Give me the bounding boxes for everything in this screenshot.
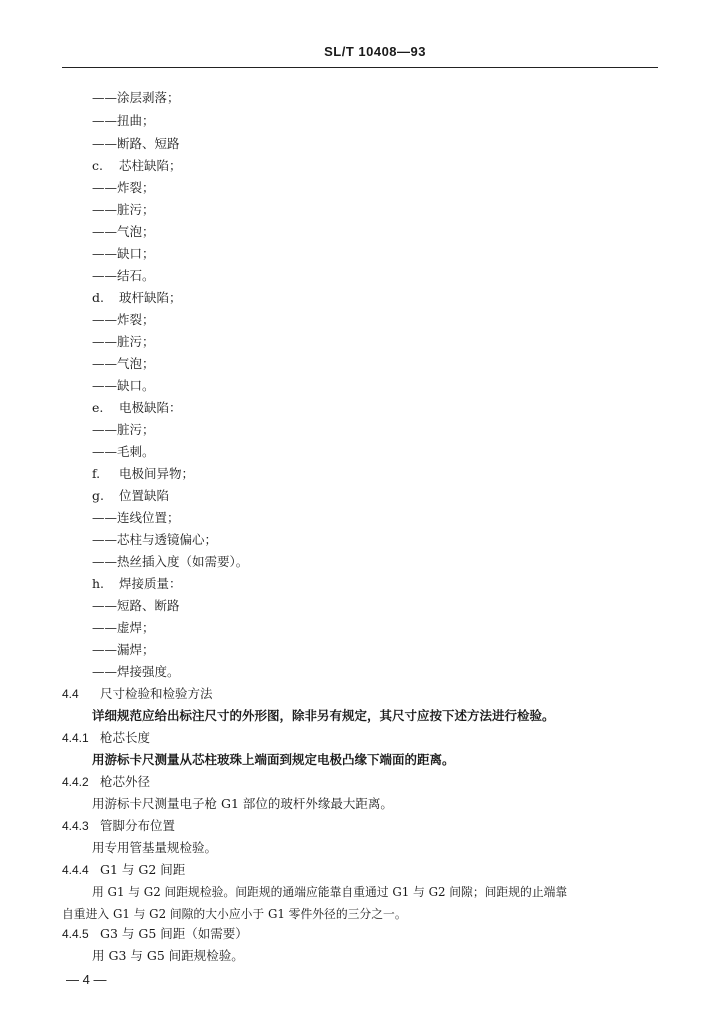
list-item: ——短路、断路: [92, 598, 180, 613]
subitem-title: 位置缺陷: [119, 488, 170, 503]
subitem-heading-h: [92, 576, 182, 592]
subitem-letter: d.: [92, 290, 104, 305]
section-heading-4-4-3: [62, 818, 175, 834]
list-item: ——虚焊；: [92, 620, 155, 635]
subitem-title: 芯柱缺陷；: [119, 158, 182, 173]
list-item: ——缺口。: [92, 378, 155, 393]
subitem-title: 玻杆缺陷；: [119, 290, 182, 305]
section-number: 4.4.3: [62, 819, 89, 833]
list-item: ——炸裂；: [92, 312, 155, 327]
list-item: ——脏污；: [92, 202, 155, 217]
standard-code: SL/T 10408—93: [324, 44, 426, 59]
subitem-letter: h.: [92, 576, 105, 591]
list-item: ——连线位置；: [92, 510, 180, 525]
page-number: — 4 —: [66, 972, 107, 987]
list-item: ——结石。: [92, 268, 155, 283]
section-heading-4-4-1: [62, 730, 150, 746]
list-item: ——漏焊；: [92, 642, 155, 657]
list-item: ——芯柱与透镜偏心；: [92, 532, 218, 547]
section-body: 详细规范应给出标注尺寸的外形图，除非另有规定，其尺寸应按下述方法进行检验。: [92, 708, 555, 723]
list-item: ——气泡；: [92, 224, 155, 239]
subitem-title: 电极间异物；: [119, 466, 195, 481]
subitem-title: 焊接质量：: [119, 576, 182, 591]
list-item: ——涂层剥落；: [92, 90, 180, 105]
section-title: G3 与 G5 间距（如需要）: [100, 926, 248, 941]
section-title: 枪芯长度: [100, 730, 151, 745]
section-number: 4.4: [62, 687, 79, 701]
section-heading-4-4-5: [62, 926, 248, 942]
list-item: ——脏污；: [92, 422, 155, 437]
subitem-title: 电极缺陷：: [119, 400, 182, 415]
subitem-letter: f.: [92, 466, 101, 481]
header-rule: [62, 67, 658, 68]
section-body: 自重进入 G1 与 G2 间隙的大小应小于 G1 零件外径的三分之一。: [62, 907, 407, 921]
section-body: 用专用管基量规检验。: [92, 840, 218, 855]
list-item: ——炸裂；: [92, 180, 155, 195]
subitem-heading-e: [92, 400, 182, 416]
list-item: ——热丝插入度（如需要）。: [92, 554, 249, 569]
subitem-letter: c.: [92, 158, 103, 173]
list-item: ——焊接强度。: [92, 664, 180, 679]
section-body: 用 G1 与 G2 间距规检验。间距规的通端应能靠自重通过 G1 与 G2 间隙；间距规的止端靠: [92, 885, 568, 899]
list-item: ——毛刺。: [92, 444, 155, 459]
subitem-letter: g.: [92, 488, 104, 503]
section-body: 用游标卡尺测量电子枪 G1 部位的玻杆外缘最大距离。: [92, 796, 393, 811]
list-item: ——扭曲；: [92, 113, 155, 128]
subitem-heading-g: [92, 488, 169, 504]
section-heading-4-4-4: [62, 862, 185, 878]
section-number: 4.4.5: [62, 927, 89, 941]
section-heading-4-4-2: [62, 774, 150, 790]
subitem-heading-c: [92, 158, 182, 174]
section-title: 管脚分布位置: [100, 818, 176, 833]
section-number: 4.4.1: [62, 731, 89, 745]
section-body: 用 G3 与 G5 间距规检验。: [92, 948, 244, 963]
list-item: ——脏污；: [92, 334, 155, 349]
list-item: ——气泡；: [92, 356, 155, 371]
list-item: ——断路、短路: [92, 136, 180, 151]
section-number: 4.4.2: [62, 775, 89, 789]
subitem-letter: e.: [92, 400, 104, 415]
section-title: 尺寸检验和检验方法: [100, 686, 213, 701]
section-title: 枪芯外径: [100, 774, 151, 789]
section-body: 用游标卡尺测量从芯柱玻珠上端面到规定电极凸缘下端面的距离。: [92, 752, 455, 767]
section-number: 4.4.4: [62, 863, 89, 877]
page-header: [62, 38, 658, 66]
subitem-heading-f: [92, 466, 194, 482]
section-heading-4-4: [62, 686, 213, 702]
section-title: G1 与 G2 间距: [100, 862, 186, 877]
list-item: ——缺口；: [92, 246, 155, 261]
subitem-heading-d: [92, 290, 182, 306]
